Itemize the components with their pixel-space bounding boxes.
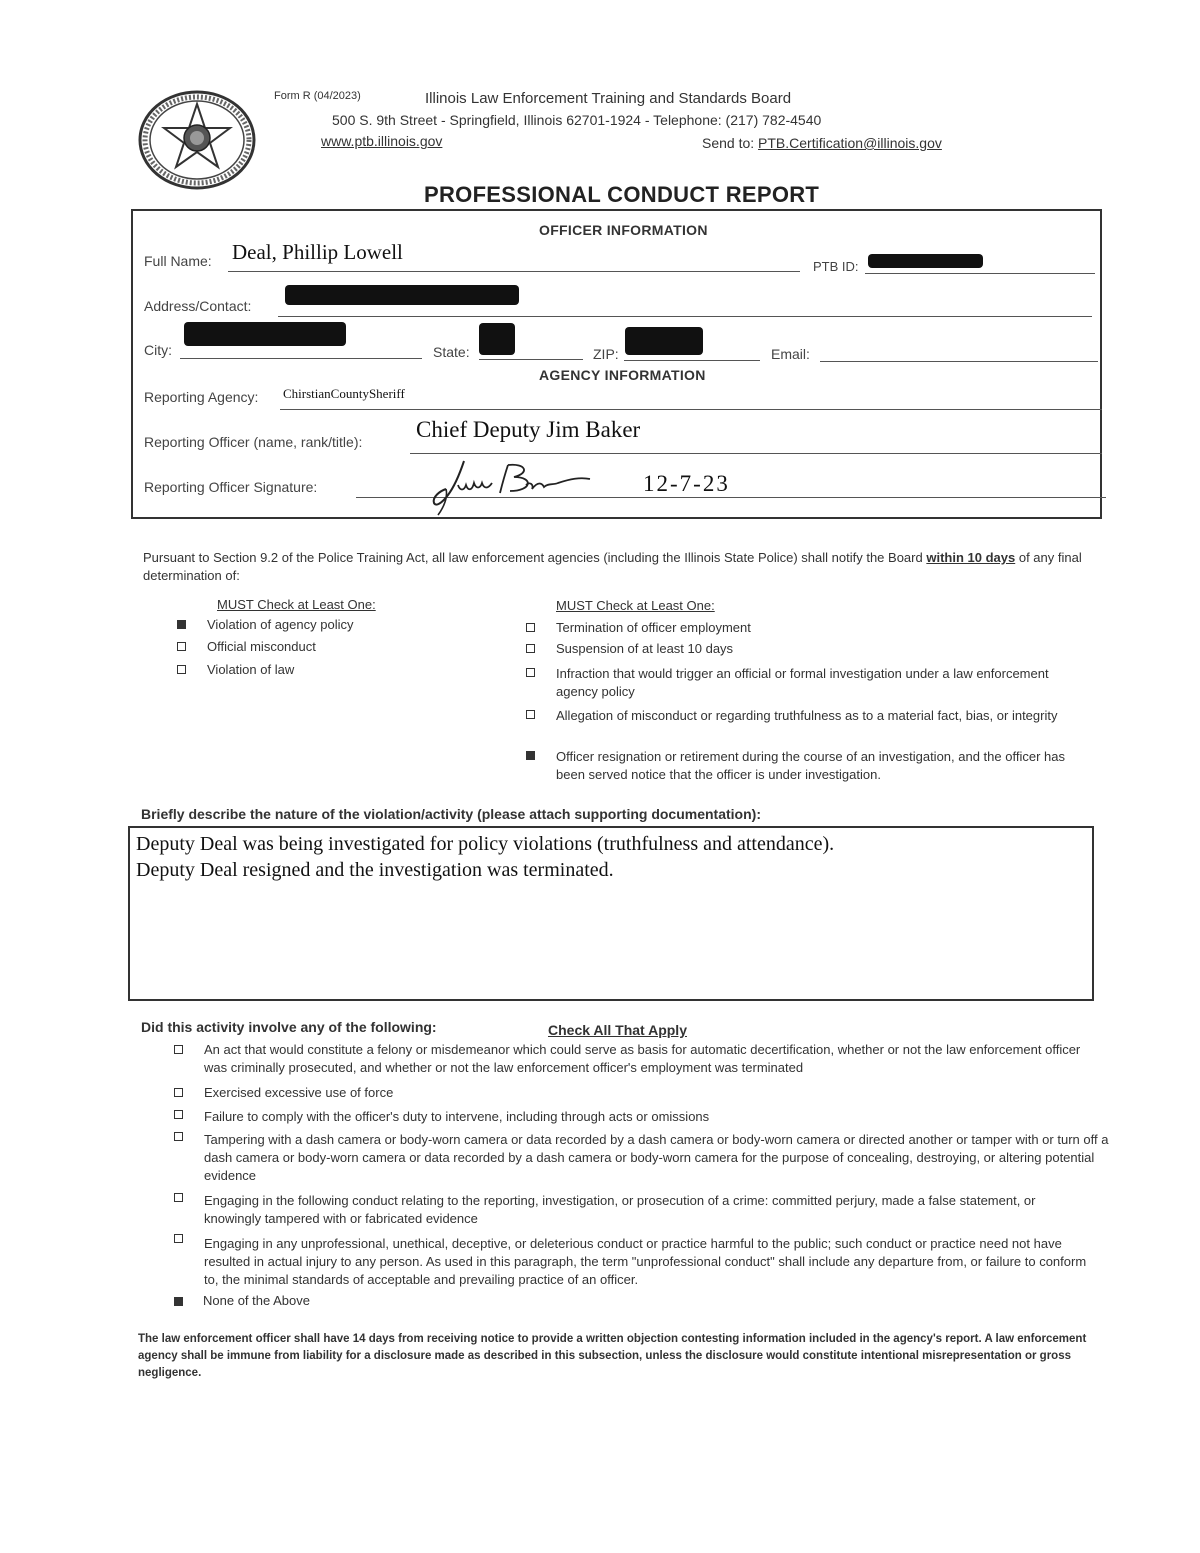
label-suspension: Suspension of at least 10 days [556,641,734,656]
checkbox-duty-to-intervene[interactable] [174,1110,183,1119]
checkbox-none-of-the-above[interactable] [174,1297,183,1306]
city-label: City: [144,342,172,358]
full-name-line [228,271,800,272]
checkbox-allegation[interactable] [526,710,535,719]
state-redaction [479,323,515,355]
checkbox-infraction[interactable] [526,668,535,677]
checkbox-suspension[interactable] [526,644,535,653]
label-duty-to-intervene: Failure to comply with the officer's duty to intervene, including through acts or omissions [204,1109,710,1124]
checkbox-camera-tampering[interactable] [174,1132,183,1141]
board-name: Illinois Law Enforcement Training and Standards Board [425,90,792,107]
label-termination: Termination of officer employment [556,620,751,635]
checkbox-official-misconduct[interactable] [177,642,186,651]
zip-line [624,360,760,361]
city-line [180,358,422,359]
zip-redaction [625,327,703,355]
pursuant-text-end: of any final determination of: [143,550,1082,583]
description-line-1: Deputy Deal was being investigated for policy violations (truthfulness and attendance). [136,833,835,855]
label-official-misconduct: Official misconduct [207,639,316,654]
officer-info-heading: OFFICER INFORMATION [539,222,708,238]
reporting-agency-label: Reporting Agency: [144,389,259,405]
description-label: Briefly describe the nature of the violation/activity (please attach supporting documentation): [141,806,761,822]
state-label: State: [433,344,470,360]
send-to-email-link[interactable]: PTB.Certification@illinois.gov [758,135,942,151]
right-column-heading: MUST Check at Least One: [556,598,715,613]
page-title: PROFESSIONAL CONDUCT REPORT [424,182,820,207]
label-violation-of-law: Violation of law [207,662,295,677]
ptb-id-redaction [868,254,983,268]
board-website-link[interactable]: www.ptb.illinois.gov [321,133,443,149]
checkbox-felony-misdemeanor[interactable] [174,1045,183,1054]
ptb-id-label: PTB ID: [813,259,859,274]
checkbox-violation-of-law[interactable] [177,665,186,674]
zip-label: ZIP: [593,346,619,362]
city-redaction [184,322,346,346]
reporting-officer-label: Reporting Officer (name, rank/title): [144,434,363,450]
label-infraction: Infraction that would trigger an official or formal investigation under a law enforcement agency policy [556,666,1049,699]
ptb-id-line [865,273,1095,274]
state-line [479,359,583,360]
state-seal-icon [138,90,256,190]
checkbox-termination[interactable] [526,623,535,632]
checkbox-violation-agency-policy[interactable] [177,620,186,629]
reporting-agency-field[interactable]: ChirstianCountySheriff [283,386,405,401]
checkbox-excessive-force[interactable] [174,1088,183,1097]
label-resignation: Officer resignation or retirement during the course of an investigation, and the officer has been served notice that the officer is under investigation. [556,749,1065,782]
address-label: Address/Contact: [144,298,252,314]
email-line [820,361,1098,362]
address-line [278,316,1092,317]
checkbox-perjury[interactable] [174,1193,183,1202]
reporting-agency-line [280,409,1102,410]
label-none-of-the-above: None of the Above [203,1293,310,1308]
checkbox-resignation[interactable] [526,751,535,760]
activity-instruction: Check All That Apply [548,1022,687,1038]
activity-question: Did this activity involve any of the following: [141,1019,437,1035]
pursuant-text: Pursuant to Section 9.2 of the Police Training Act, all law enforcement agencies (including the Illinois State Police) shall notify the Board [143,550,923,565]
label-unprofessional-conduct: Engaging in any unprofessional, unethical, deceptive, or deleterious conduct or practice harmful to the public; such conduct or practice need not have resulted in actual injury to any person. As used in this paragraph, the term "unprofessional conduct" shall include any departure from, or failure to conform to, the minimal standards of acceptable and prevailing practice of an officer. [204,1236,1087,1287]
agency-info-heading: AGENCY INFORMATION [539,367,706,383]
checkbox-unprofessional-conduct[interactable] [174,1234,183,1243]
signature-label: Reporting Officer Signature: [144,479,318,495]
label-camera-tampering: Tampering with a dash camera or body-worn camera or data recorded by a dash camera or body-worn camera or directed another or tamper with or turn off a dash camera or body-worn camera or data recorded by a dash camera or body-worn camera for the purpose of concealing, destroying, or altering potential evidence [204,1132,1109,1183]
full-name-label: Full Name: [144,253,212,269]
reporting-officer-field[interactable]: Chief Deputy Jim Baker [416,417,641,442]
full-name-field[interactable]: Deal, Phillip Lowell [232,240,403,264]
label-perjury: Engaging in the following conduct relating to the reporting, investigation, or prosecution of a crime: committed perjury, made a false statement, or knowingly tampered with or fabricated evidence [204,1193,1036,1226]
label-excessive-force: Exercised excessive use of force [204,1085,394,1100]
label-violation-agency-policy: Violation of agency policy [207,617,354,632]
signature-image [430,455,620,522]
send-to-label: Send to: [702,135,755,151]
label-felony-misdemeanor: An act that would constitute a felony or misdemeanor which could serve as basis for automatic decertification, whether or not the law enforcement officer was criminally prosecuted, and whether or not the law enforcement officer's employment was terminated [204,1042,1081,1075]
footer-notice: The law enforcement officer shall have 14 days from receiving notice to provide a written objection contesting information included in the agency's report. A law enforcement agency shall be immune from liability for a disclosure made as described in this subsection, unless the disclosure would constitute intentional misrepresentation or gross negligence. [138,1333,1087,1379]
board-address: 500 S. 9th Street - Springfield, Illinois 62701-1924 - Telephone: (217) 782-4540 [332,112,822,128]
form-id: Form R (04/2023) [274,90,361,102]
signature-date: 12-7-23 [643,471,730,496]
pursuant-deadline: within 10 days [926,550,1016,565]
pursuant-paragraph [143,549,1103,585]
description-line-2: Deputy Deal resigned and the investigation was terminated. [136,859,614,881]
email-label: Email: [771,346,810,362]
address-redaction [285,285,519,305]
left-column-heading: MUST Check at Least One: [217,597,376,612]
label-allegation: Allegation of misconduct or regarding truthfulness as to a material fact, bias, or integrity [556,708,1058,723]
reporting-officer-line [410,453,1102,454]
